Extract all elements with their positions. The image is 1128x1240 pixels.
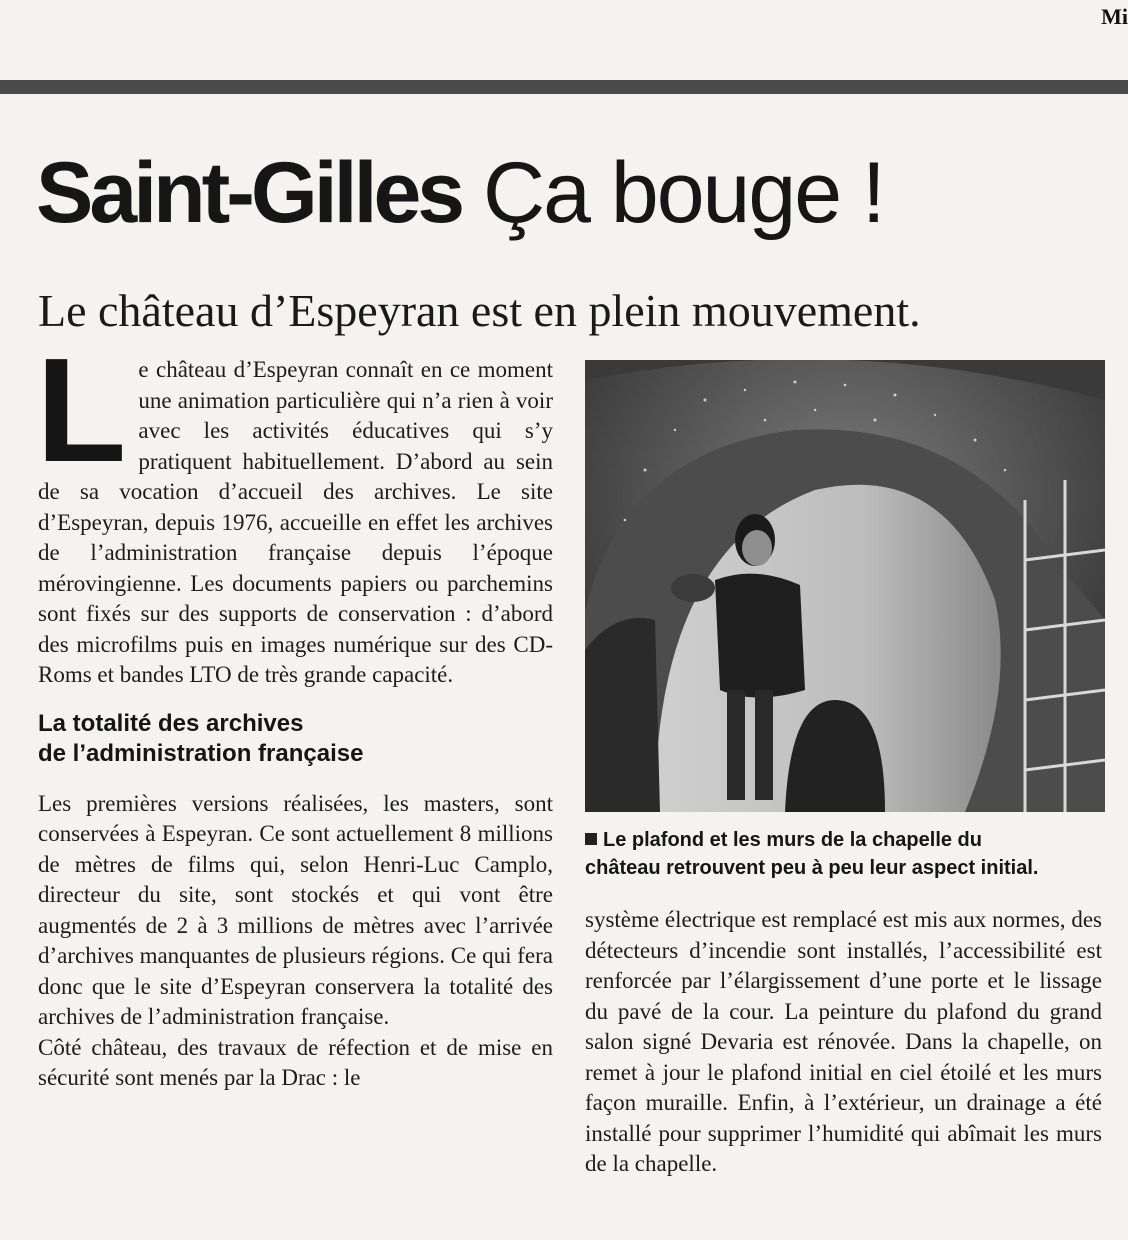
headline-main: Ça bouge !	[483, 145, 884, 241]
section-subhead-line1: La totalité des archives	[38, 709, 304, 737]
page-rule	[0, 80, 1128, 94]
chapel-photo-image	[585, 360, 1105, 812]
paragraph-intro	[36, 328, 553, 691]
headline	[36, 145, 884, 241]
headline-kicker: Saint-Gilles	[36, 145, 462, 241]
chapel-photo	[585, 360, 1105, 812]
paragraph-archives: Les premières versions réalisées, les masters, sont conservées à Espeyran. Ce sont actuellement 8 millions de mètres de films qui, selon Henri-Luc Camplo, directeur du site, sont stockés et qui vont être augmentés de 2 à 3 millions de mètres avec l’arrivée d’archives manquantes de plusieurs régions. Ce qui fera donc que le site d’Espeyran conservera la totalité des archives de l’administration française.	[38, 790, 553, 1029]
article-column-left	[36, 328, 553, 1094]
paragraph-chateau: Côté château, des travaux de réfection et de mise en sécurité sont menés par la Drac : le	[38, 1034, 553, 1090]
caption-line1: Le plafond et les murs de la chapelle du	[603, 829, 982, 851]
paragraph-works: système électrique est remplacé est mis aux normes, des détecteurs d’incendie sont installés, l’accessibilité est renforcée par l’élargissement d’une porte et le lissage du pavé de la cour. La peinture du plafond du grand salon signé Devaria est rénovée. Dans la chapelle, on remet à jour le plafond initial en ciel étoilé et les murs façon muraille. Enfin, à l’extérieur, un drainage a été installé pour supprimer l’humidité qui abîmait les murs de la chapelle.	[585, 907, 1102, 1176]
section-subhead	[38, 709, 553, 769]
paragraph-intro-text: e château d’Espeyran connaît en ce moment une animation particulière qui n’a rien à voir avec les activités éducatives qui s’y pratiquent habituellement. D’abord au sein de sa vocation d’accueil des archives. Le site d’Espeyran, depuis 1976, accueille en effet les archives de l’administration française depuis l’époque mérovingienne. Les documents papiers ou parchemins sont fixés sur des supports de conservation : d’abord des microfilms puis en images numérique sur des CD-Roms et bandes LTO de très grande capacité.	[38, 357, 553, 687]
section-subhead-line2: de l’administration française	[38, 739, 364, 767]
masthead-fragment: Mi	[1101, 4, 1128, 29]
article-column-right	[585, 905, 1102, 1180]
caption-line2: château retrouvent peu à peu leur aspect initial.	[585, 857, 1039, 879]
caption-bullet-icon	[585, 833, 597, 845]
dropcap: L	[36, 328, 127, 493]
photo-caption	[585, 826, 1105, 882]
subtitle: Le château d’Espeyran est en plein mouvement.	[38, 285, 921, 336]
